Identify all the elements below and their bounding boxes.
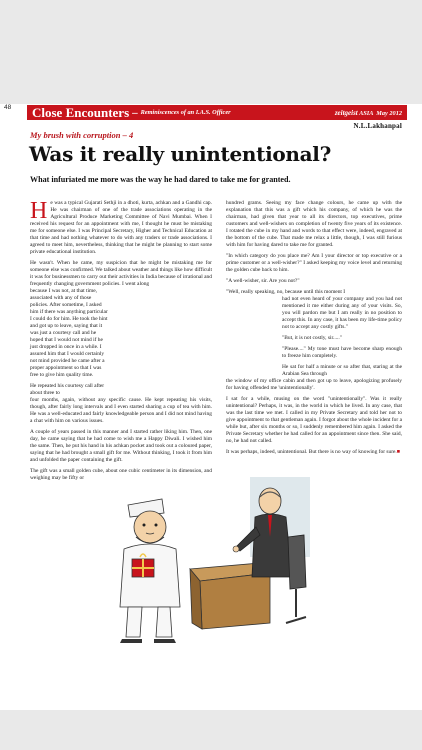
section-dash: – [132,106,138,119]
paragraph: He wasn't. When he came, my suspicion that he might be mistaking me for someone else was confirmed. We talked about weather and things like how difficult it was for businessmen to carry out their activities in India because of irrational and frequently changing government policies. I went along [30,260,212,287]
paragraph: It was perhaps, indeed, unintentional. But there is no way of knowing for sure.■ [226,449,401,455]
paragraph: He was a typical Gujarati Sethji in a dhoti, kurta, achkan and a Gandhi cap. He was chairman of one of the trade associations operating in the Agricultural Produce Marketing Committee of Navi Mumbai. When I received his request for an appointment with me, I thought he must be mistaking me for someone else. I was Principal Secretary, Higher and Technical Education at that time and had nothing whatever to do with any traders or trade associations. I agreed to meet him, nevertheless, thinking that he might be planning to start some private educational institution. [30,198,212,255]
issue-date: May 2012 [376,109,402,117]
brand-name: zeitgeist [334,108,358,117]
paragraph: "A well-wisher, sir. Are you not?" [226,278,300,284]
section-header [27,105,407,120]
series-title: My brush with corruption – 4 [30,130,134,140]
paragraph-wrapped: had not even heard of your company and you had not mentioned it me either during any of your visits. So, you will pardon me but I am really in no position to accept this. In any case, it has been my life-time policy not to accept any costly gifts." [282,296,402,330]
paragraph: "In which category do you place me? Am I your director or top executive or a prime customer or a well-wisher?" I asked keeping my voice level and returning the golden cube back to him. [226,253,402,273]
paragraph: "Well, really speaking, no, because until this moment I [226,289,346,295]
magazine-page [0,104,422,710]
deck-text: What infuriated me more was the way he had dared to take me for granted. [30,175,291,184]
right-column [226,200,402,460]
paragraph: A couple of years passed in this manner and I started rather liking him. Then, one day, he came saying that he had come to wish me a Happy Diwali. I wished him the same. Then, he put his hand in his achkan pocket and took out a coloured paper, saying that he had brought a small gift for me. Without thinking, I took it from him and unfolded the paper containing the gift. [30,429,212,463]
paragraph: the window of my office cabin and then got up to leave, apologizing profusely for having offended me 'unintentionally'. [226,378,402,391]
drop-cap: H [30,198,48,224]
left-column [30,200,212,486]
brand-suffix: ASIA [359,109,374,117]
paragraph: The gift was a small golden cube, about one cubic centimeter in its dimension, and weighing may be fifty or [30,468,212,481]
headline: Was it really unintentional? [29,142,332,166]
issue-info [335,109,407,117]
page-number: 48 [4,104,12,111]
sethji-figure [120,499,180,643]
paragraph-wrapped: He repeated his courtesy call after about three to [30,383,105,396]
paragraph: four months, again, without any specific cause. He kept repeating his visits, though, after fairly long intervals and I even started sharing a cup of tea with him. He was a well-educated and fairly knowledgeable person and I did not mind having a chat with him on various issues. [30,397,212,424]
paragraph-wrapped: "Please...." My tone must have become sharp enough to freeze him completely. [282,346,402,359]
end-mark: ■ [396,449,401,455]
section-title: Close Encounters [32,104,130,120]
paragraph: hundred grams. Seeing my face change colours, he came up with the explanation that this was a gift which his company, of which he was the chairman, had given that year to all its directors, top executives, prime customers and well-wishers on completion of twenty five years of its existence. I rotated the cube in my hand and words to that effect were, indeed, engraved at the bottom of the cube. That made me relax a little, though, I was still furious with him for having dared to take me for granted. [226,200,402,248]
paragraph-wrapped: "But, it is not costly, sir....." [282,335,342,341]
paragraph-wrapped: because I was not, at that time, associated with any of those policies. After sometime, I asked him if there was anything particular I could do for him. He took the hint and got up to leave, saying that it was just a courtesy call and he hoped that I would not mind if he just dropped in once in a while. I assured him that I would certainly not mind provided he came after a proper appointment so that I was free to give him quality time. [30,288,108,378]
bottom-margin [0,710,422,750]
paragraph-wrapped: He sat for half a minute or so after that, staring at the Arabian Sea through [282,364,402,377]
author-name: N.L.Lakhanpal [353,122,402,130]
paragraph: I sat for a while, musing on the word "unintentionally". Was it really unintentional? Perhaps, it was, in the world in which he lived. In any case, that was the last time we met. I called in my Private Secretary and told her not to give appointment to that gentleman again. I forgot about the whole incident for a while but, after six months or so, I suddenly remembered him again. I asked the Private Secretary whether he had called for an appointment since then. She said, no, he had not called. [226,396,402,444]
section-subtitle: Reminiscences of an I.A.S. Officer [140,109,231,116]
office-chair [286,535,306,623]
cartoon-illustration [110,477,310,645]
